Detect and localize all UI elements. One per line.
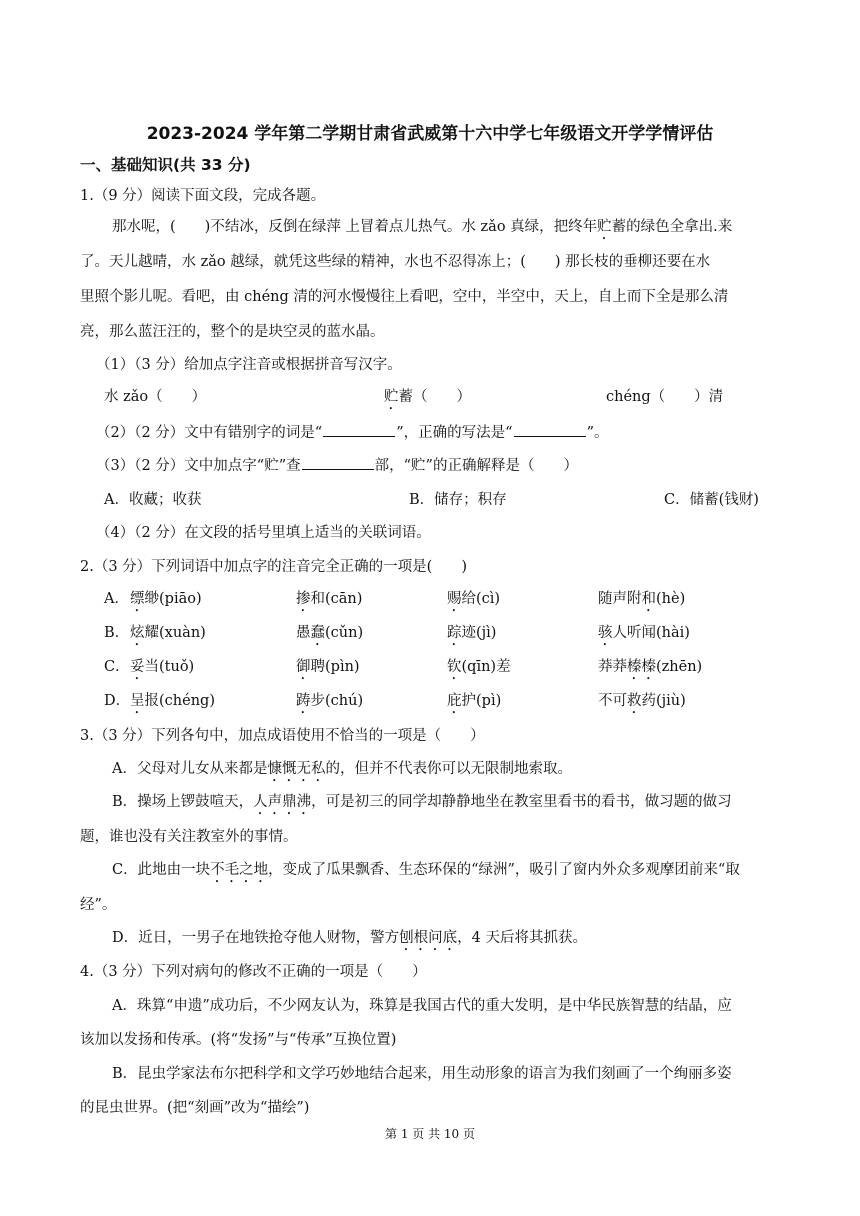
q3-option-a: A．父母对儿女从来都是慷慨无私的，但并不代表你可以无限制地索取。	[112, 761, 572, 777]
q2-option-word: 愚蠢(cǔn)	[296, 625, 364, 641]
q1-subquestion-2: （2）（2 分）文中有错别字的词是“ ”，正确的写法是“ ”。	[96, 425, 609, 441]
q2-option-label: C．	[104, 659, 130, 675]
q1-option-a: A．收藏；收获	[104, 492, 202, 508]
q4-option-a-line1: A．珠算“申遗”成功后，不少网友认为，珠算是我国古代的重大发明，是中华民族智慧的结晶，应	[112, 998, 732, 1014]
q2-option-word: 莽莽榛榛(zhēn)	[598, 659, 703, 675]
q4-heading: 4.（3 分）下列对病句的修改不正确的一项是（ ）	[80, 964, 427, 980]
q2-option-word: 踌步(chú)	[296, 693, 364, 709]
q4-option-b-line1: B．昆虫学家法布尔把科学和文学巧妙地结合起来，用生动形象的语言为我们刻画了一个绚丽多姿	[112, 1066, 732, 1082]
q2-option-word: 掺和(cān)	[296, 591, 363, 607]
q1-subquestion-1: （1）（3 分）给加点字注音或根据拼音写汉字。	[96, 357, 402, 373]
q1-subquestion-4: （4）（2 分）在文段的括号里填上适当的关联词语。	[96, 525, 431, 541]
q2-option-word: 呈报(chéng)	[130, 693, 215, 709]
q1-heading: 1.（9 分）阅读下面文段，完成各题。	[80, 188, 326, 204]
q2-option-word: 庇护(pì)	[447, 693, 502, 709]
q1-subquestion-3: （3）（2 分）文中加点字“贮”查 部，“贮”的正确解释是（ ）	[96, 458, 578, 474]
q1-passage-line1: 那水呢，( )不结冰，反倒在绿萍 上冒着点儿热气。水 zǎo 真绿，把终年贮蓄的绿色全拿出.来	[112, 219, 733, 235]
q2-option-label: D．	[104, 693, 131, 709]
q2-option-word: 骇人听闻(hài)	[598, 625, 690, 641]
q1-s1-item-a: 水 zǎo（ ）	[104, 389, 207, 405]
q2-option-word: 不可救药(jiù)	[598, 693, 686, 709]
answer-blank	[514, 423, 586, 437]
q2-option-label: A．	[104, 591, 129, 607]
answer-blank	[323, 423, 395, 437]
q2-option-word: 钦(qīn)差	[447, 659, 511, 675]
q1-passage-line3: 里照个影儿呢。看吧，由 chéng 清的河水慢慢往上看吧，空中，半空中，天上，自上而下全是那么清	[80, 289, 729, 305]
q4-option-b-line2: 的昆虫世界。(把“刻画”改为“描绘”)	[80, 1100, 310, 1116]
q1-passage-line4: 亮，那么蓝汪汪的，整个的是块空灵的蓝水晶。	[80, 324, 385, 340]
q2-option-word: 炫耀(xuàn)	[130, 625, 206, 641]
q3-option-c-line1: C．此地由一块不毛之地，变成了瓜果飘香、生态环保的“绿洲”，吸引了窗内外众多观摩团前来“取	[112, 862, 740, 878]
q2-option-word: 缥缈(piāo)	[130, 591, 202, 607]
q1-passage-line2: 了。天儿越晴，水 zǎo 越绿，就凭这些绿的精神，水也不忍得冻上；( ) 那长枝的垂柳还要在水	[80, 254, 711, 270]
q3-option-d: D．近日，一男子在地铁抢夺他人财物，警方刨根问底，4 天后将其抓获。	[112, 930, 587, 946]
q2-option-word: 踪迹(jì)	[447, 625, 497, 641]
q2-option-word: 赐给(cì)	[447, 591, 501, 607]
answer-blank	[302, 456, 374, 470]
document-title: 2023-2024 学年第二学期甘肃省武威第十六中学七年级语文开学学情评估	[146, 124, 714, 144]
q3-heading: 3.（3 分）下列各句中，加点成语使用不恰当的一项是（ ）	[80, 728, 485, 744]
q4-option-a-line2: 该加以发扬和传承。(将“发扬”与“传承”互换位置)	[80, 1032, 397, 1048]
page-footer: 第 1 页 共 10 页	[385, 1127, 475, 1141]
q2-option-word: 御聘(pìn)	[296, 659, 360, 675]
q1-s1-item-c: chéng（ ）清	[606, 389, 724, 405]
section-heading: 一、基础知识(共 33 分)	[80, 156, 251, 174]
q3-option-c-line2: 经”。	[80, 897, 117, 913]
q1-option-c: C．储蓄(钱财)	[664, 492, 759, 508]
q2-heading: 2.（3 分）下列词语中加点字的注音完全正确的一项是( )	[80, 559, 467, 575]
q1-option-b: B．储存；积存	[409, 492, 507, 508]
q3-option-b-line2: 题，谁也没有关注教室外的事情。	[80, 829, 298, 845]
q2-option-word: 随声附和(hè)	[598, 591, 686, 607]
q2-option-label: B．	[104, 625, 130, 641]
q1-s1-item-b: 贮蓄（ ）	[384, 389, 471, 405]
q3-option-b-line1: B．操场上锣鼓喧天，人声鼎沸，可是初三的同学却静静地坐在教室里看书的看书，做习题的做习	[112, 794, 732, 810]
q2-option-word: 妥当(tuǒ)	[130, 659, 195, 675]
